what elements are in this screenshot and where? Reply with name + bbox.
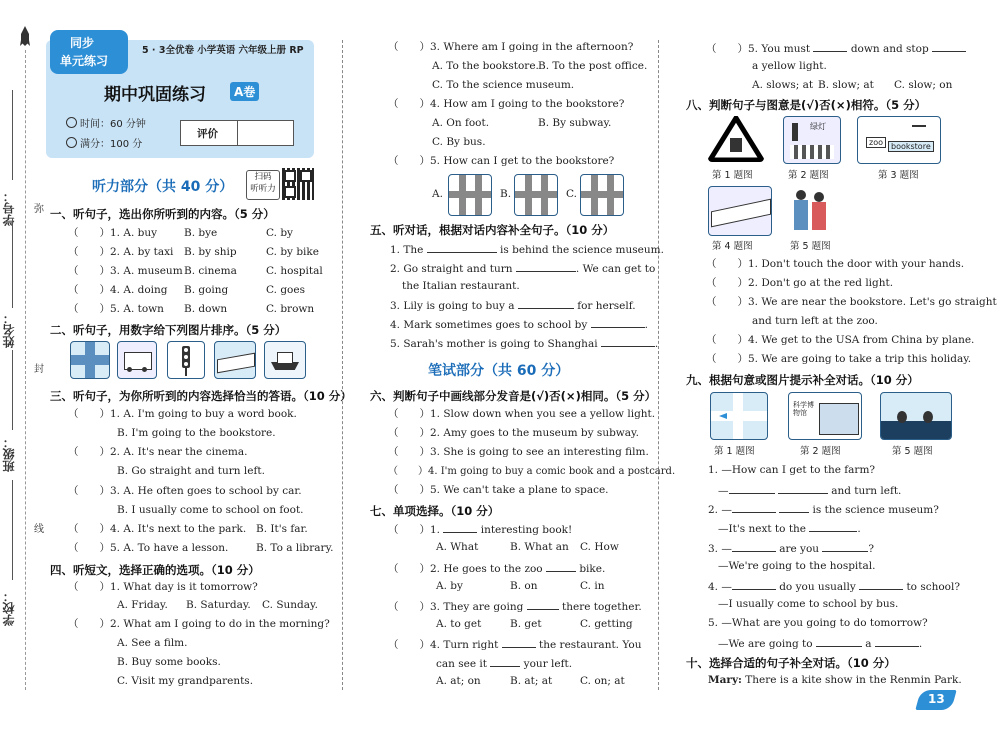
s6-q1: （ ）1. Slow down when you see a yellow light. <box>388 408 656 420</box>
s5-l4-b: . <box>644 319 649 331</box>
s6-q4: （ ）4. I'm going to buy a comic book and a postcard. <box>388 466 676 477</box>
s5-l2-b: . We can get to <box>575 263 656 275</box>
s4-q5-a: A. <box>432 188 443 200</box>
s4-q5-b: B. <box>500 188 512 200</box>
s8-q4: （ ）4. We get to the USA from China by plane. <box>706 334 975 346</box>
s9-blank-1a[interactable] <box>729 483 775 494</box>
s7-q2-a: （ ）2. He goes to the zoo <box>388 563 543 575</box>
train-picture <box>214 341 256 379</box>
s6-q2: （ ）2. Amy goes to the museum by subway. <box>388 427 639 439</box>
time-label: 时间：60 分钟 <box>80 119 146 130</box>
s9-l3-c: ? <box>868 543 875 555</box>
route-map-a <box>448 174 492 216</box>
s9-blank-3b[interactable] <box>822 541 868 552</box>
s4-q4: （ ）4. How am I going to the bookstore? <box>388 98 625 110</box>
s8-picture-1 <box>708 116 764 162</box>
eval-box[interactable] <box>180 120 294 146</box>
s7-q5-c: a yellow light. <box>752 60 827 72</box>
s9-picture-1 <box>710 392 768 440</box>
s4-q3-c: C. To the science museum. <box>432 79 575 91</box>
s7-q5-a: （ ）5. You must <box>706 43 811 55</box>
s9-l2-a: 2. — <box>708 504 732 516</box>
s9-l4-a: 4. — <box>708 581 732 593</box>
s5-l1 <box>390 242 664 257</box>
s5-l5-b: . <box>654 338 659 350</box>
s7-q3-o1: A. to get <box>436 618 482 630</box>
s9-blank-4a[interactable] <box>732 579 776 590</box>
s9-blank-5a[interactable] <box>816 636 862 647</box>
s7-q3-a: （ ）3. They are going <box>388 601 524 613</box>
title-text: 期中巩固练习 <box>104 85 206 105</box>
s4-title: 四、听短文，选择正确的选项。（10 分） <box>50 563 260 577</box>
s9-l3-a: 3. — <box>708 543 732 555</box>
s5-l5-a: 5. Sarah's mother is going to Shanghai <box>390 338 598 350</box>
s7-q4-o3: C. on; at <box>580 675 625 687</box>
s10-speaker: Mary: <box>708 674 742 686</box>
s9-blank-3a[interactable] <box>732 541 776 552</box>
s1-q5-b: B. down <box>184 303 228 315</box>
s8-caption-1: 第 1 题图 <box>712 170 753 181</box>
s9-l5-answer <box>718 636 922 651</box>
s9-picture-5 <box>880 392 952 440</box>
s5-blank-5[interactable] <box>601 336 655 347</box>
s1-q1: （ ）1. A. buy <box>68 227 158 239</box>
s4-q1-b: B. Saturday. <box>186 599 251 611</box>
ship-picture <box>264 341 306 379</box>
s3-q5-b: B. To a library. <box>256 542 334 554</box>
s9-blank-4b[interactable] <box>859 579 903 590</box>
xian-label: 线 <box>34 524 44 535</box>
school-label: 学校： <box>2 590 16 626</box>
s9-blank-5b[interactable] <box>875 636 919 647</box>
s4-q4-a: A. On foot. <box>432 117 490 129</box>
s8-title: 八、判断句子与图意是(√)否(×)相符。（5 分） <box>686 98 927 112</box>
s5-l1-a: 1. The <box>390 244 424 256</box>
s3-q2-b: B. Go straight and turn left. <box>117 465 265 477</box>
s9-l2 <box>708 502 939 517</box>
s1-q3: （ ）3. A. museum <box>68 265 183 277</box>
name-label: 姓名： <box>2 312 16 348</box>
s1-q4: （ ）4. A. doing <box>68 284 168 296</box>
s6-title: 六、判断句子中画线部分发音是(√)否(×)相同。（5 分） <box>370 389 657 403</box>
s7-q1-o2: B. What an <box>510 541 569 553</box>
s8-caption-5: 第 5 题图 <box>790 241 831 252</box>
s7-q4-o2: B. at; at <box>510 675 553 687</box>
badge-line1: 同步 <box>70 36 95 50</box>
s7-q2 <box>388 561 605 576</box>
s6-q3: （ ）3. She is going to see an interesting film. <box>388 446 649 458</box>
s9-caption-2: 第 2 题图 <box>800 446 841 457</box>
s5-blank-2[interactable] <box>516 261 576 272</box>
s1-q5-c: C. brown <box>266 303 315 315</box>
s9-l5-d: . <box>918 638 923 650</box>
s5-blank-4[interactable] <box>591 317 645 328</box>
s4-q2-a: A. See a film. <box>117 637 188 649</box>
s1-q1-b: B. bye <box>184 227 218 239</box>
s9-blank-2a[interactable] <box>732 502 776 513</box>
s7-q4-cont <box>436 656 572 671</box>
s4-q1-a: A. Friday. <box>117 599 168 611</box>
writing-title: 笔试部分（共 60 分） <box>428 363 570 379</box>
s8-q3: （ ）3. We are near the bookstore. Let's go straight <box>706 296 997 308</box>
s3-q3-b: B. I usually come to school on foot. <box>117 504 304 516</box>
s9-title: 九、根据句意或图片提示补全对话。（10 分） <box>686 373 919 387</box>
s9-l1-answer <box>718 483 901 498</box>
s1-q2: （ ）2. A. by taxi <box>68 246 174 258</box>
s4-q3-b: B. To the post office. <box>538 60 648 72</box>
qr-hint-line1: 扫码 <box>254 172 272 182</box>
s9-l4-answer: —I usually come to school by bus. <box>718 598 899 610</box>
s3-q1: （ ）1. A. I'm going to buy a word book. <box>68 408 297 420</box>
listening-title: 听力部分（共 40 分） <box>92 179 234 195</box>
s9-l1-b: and turn left. <box>831 485 902 497</box>
s7-blank-1[interactable] <box>443 522 477 533</box>
s5-l3 <box>390 298 636 313</box>
s1-q3-b: B. cinema <box>184 265 237 277</box>
qr-hint-line2: 听听力 <box>250 184 276 194</box>
s9-l4-b: do you usually <box>779 581 856 593</box>
s5-l4-a: 4. Mark sometimes goes to school by <box>390 319 588 331</box>
zoo-sign: zoo <box>866 137 886 148</box>
s5-l3-b: for herself. <box>577 300 636 312</box>
mi-label: 弥 <box>34 204 44 215</box>
s3-q4-b: B. It's far. <box>256 523 308 535</box>
s9-l1-dash: — <box>718 485 729 497</box>
s7-q5-o3: C. slow; on <box>894 79 953 91</box>
s5-l2-a: 2. Go straight and turn <box>390 263 513 275</box>
s7-blank-3[interactable] <box>527 599 559 610</box>
s10-title: 十、选择合适的句子补全对话。（10 分） <box>686 656 896 670</box>
s3-q3: （ ）3. A. He often goes to school by car. <box>68 485 302 497</box>
s1-q2-b: B. by ship <box>184 246 237 258</box>
s8-caption-2: 第 2 题图 <box>788 170 829 181</box>
rocket-icon <box>20 26 30 48</box>
s8-caption-3: 第 3 题图 <box>878 170 919 181</box>
page-title <box>104 80 206 105</box>
s9-l3-b: are you <box>779 543 820 555</box>
qr-hint <box>246 170 280 200</box>
s9-l2-b: is the science museum? <box>812 504 939 516</box>
page-number: 13 <box>928 692 945 706</box>
s4-q2: （ ）2. What am I going to do in the morning? <box>68 618 330 630</box>
s7-title: 七、单项选择。（10 分） <box>370 504 500 518</box>
s3-q1-b: B. I'm going to the bookstore. <box>117 427 276 439</box>
bus-picture <box>117 341 157 379</box>
s8-caption-4: 第 4 题图 <box>712 241 753 252</box>
s9-caption-1: 第 1 题图 <box>714 446 755 457</box>
s1-q3-c: C. hospital <box>266 265 323 277</box>
s8-q1: （ ）1. Don't touch the door with your hands. <box>706 258 965 270</box>
s8-picture-3 <box>857 116 941 164</box>
s8-sign-text: 绿灯 <box>810 122 826 131</box>
s9-l3 <box>708 541 874 556</box>
s1-q5: （ ）5. A. town <box>68 303 164 315</box>
s7-q3-b: there together. <box>562 601 642 613</box>
s9-l5: 5. —What are you going to do tomorrow? <box>708 617 928 629</box>
s10-mary-line <box>708 674 962 687</box>
s8-picture-4 <box>708 186 772 236</box>
s5-blank-1[interactable] <box>427 242 497 253</box>
s7-q4-o1: A. at; on <box>436 675 481 687</box>
s8-q5: （ ）5. We are going to take a trip this holiday. <box>706 353 972 365</box>
s7-q1-b: interesting book! <box>480 524 573 536</box>
s9-l4 <box>708 579 960 594</box>
s9-l2-c: —It's next to the <box>718 523 807 535</box>
s7-q4-b: the restaurant. You <box>539 639 642 651</box>
s7-q5-o2: B. slow; at <box>818 79 874 91</box>
museum-sign: 科学博物馆 <box>793 401 814 417</box>
s9-blank-2c[interactable] <box>809 521 857 532</box>
s1-q4-b: B. going <box>184 284 229 296</box>
s7-q2-o3: C. in <box>580 580 605 592</box>
score-label: 满分：100 分 <box>80 139 143 150</box>
s7-q4-c: can see it <box>436 658 487 670</box>
s8-q2: （ ）2. Don't go at the red light. <box>706 277 894 289</box>
s5-title: 五、听对话，根据对话内容补全句子。（10 分） <box>370 223 615 237</box>
column-divider-1 <box>342 40 343 690</box>
s7-q4-a: （ ）4. Turn right <box>388 639 499 651</box>
title-suffix-badge: A卷 <box>230 82 259 101</box>
s9-l5-b: —We are going to <box>718 638 813 650</box>
s4-q3: （ ）3. Where am I going in the afternoon? <box>388 41 634 53</box>
s4-q3-a: A. To the bookstore. <box>432 60 539 72</box>
class-label: 班级： <box>2 436 16 472</box>
s8-picture-5 <box>786 186 836 234</box>
s7-blank-2[interactable] <box>546 561 576 572</box>
crossroad-picture <box>70 341 110 379</box>
s3-q4: （ ）4. A. It's next to the park. <box>68 523 247 535</box>
s9-l1: 1. —How can I get to the farm? <box>708 464 876 476</box>
s9-l2-d: . <box>857 523 861 535</box>
s5-l2 <box>390 261 655 276</box>
s7-q2-b: bike. <box>579 563 606 575</box>
eval-label: 评价 <box>197 128 218 140</box>
clock-icon <box>66 117 77 128</box>
s8-q3-cont: and turn left at the zoo. <box>752 315 878 327</box>
s7-q2-o2: B. on <box>510 580 538 592</box>
s10-mary-text: There is a kite show in the Renmin Park. <box>745 674 962 686</box>
s7-q3-o3: C. getting <box>580 618 633 630</box>
s7-q3 <box>388 599 642 614</box>
s9-blank-2b[interactable] <box>779 502 809 513</box>
s9-caption-5: 第 5 题图 <box>892 446 933 457</box>
bookstore-sign: bookstore <box>888 141 934 152</box>
s5-l1-b: is behind the science museum. <box>500 244 664 256</box>
s1-q2-c: C. by bike <box>266 246 319 258</box>
qr-code[interactable] <box>282 168 314 200</box>
s4-q5: （ ）5. How can I get to the bookstore? <box>388 155 615 167</box>
s5-blank-3[interactable] <box>518 298 574 309</box>
s7-q1-o1: A. What <box>436 541 479 553</box>
s6-q5: （ ）5. We can't take a plane to space. <box>388 484 609 496</box>
s4-q2-c: C. Visit my grandparents. <box>117 675 254 687</box>
s7-q4 <box>388 637 641 652</box>
s7-blank-6[interactable] <box>813 41 847 52</box>
s9-blank-1b[interactable] <box>778 483 828 494</box>
s1-q1-c: C. by <box>266 227 293 239</box>
route-map-b <box>514 174 558 216</box>
s7-q5-o1: A. slows; at <box>752 79 814 91</box>
s3-q5: （ ）5. A. To have a lesson. <box>68 542 229 554</box>
s7-q2-o1: A. by <box>436 580 463 592</box>
feng-label: 封 <box>34 364 44 375</box>
s4-q2-b: B. Buy some books. <box>117 656 221 668</box>
s7-blank-7[interactable] <box>932 41 966 52</box>
s2-title: 二、听句子，用数字给下列图片排序。（5 分） <box>50 323 287 337</box>
traffic-light-picture <box>167 341 205 379</box>
s9-l4-c: to school? <box>906 581 960 593</box>
s9-picture-2 <box>788 392 862 440</box>
s4-q4-b: B. By subway. <box>538 117 612 129</box>
s9-l2-answer <box>718 521 861 536</box>
badge-line2: 单元练习 <box>60 54 109 68</box>
s7-q1-o3: C. How <box>580 541 619 553</box>
route-map-c <box>580 174 624 216</box>
s5-l2-c: the Italian restaurant. <box>402 280 520 292</box>
s4-q4-c: C. By bus. <box>432 136 486 148</box>
s4-q1: （ ）1. What day is it tomorrow? <box>68 581 258 593</box>
s7-q5 <box>706 41 966 56</box>
s4-q5-c: C. <box>566 188 577 200</box>
s9-l5-c: a <box>865 638 872 650</box>
study-no-label: 学号： <box>2 190 16 226</box>
s8-picture-2 <box>783 116 841 164</box>
column-divider-2 <box>658 40 659 690</box>
s3-title: 三、听句子，为你所听到的内容选择恰当的答语。（10 分） <box>50 389 352 403</box>
check-icon <box>66 137 77 148</box>
series-label: 5 · 3全优卷 小学英语 六年级上册 RP <box>142 45 304 56</box>
s5-l3-a: 3. Lily is going to buy a <box>390 300 515 312</box>
s7-blank-4[interactable] <box>502 637 536 648</box>
s7-q1 <box>388 522 572 537</box>
s5-l4 <box>390 317 648 332</box>
s7-q4-d: your left. <box>523 658 573 670</box>
s4-q1-c: C. Sunday. <box>262 599 318 611</box>
s7-q1-a: （ ）1. <box>388 524 441 536</box>
s3-q2: （ ）2. A. It's near the cinema. <box>68 446 248 458</box>
s1-title: 一、听句子，选出你所听到的内容。（5 分） <box>50 207 275 221</box>
s7-blank-5[interactable] <box>490 656 520 667</box>
s9-l3-answer: —We're going to the hospital. <box>718 560 876 572</box>
s5-l5 <box>390 336 658 351</box>
s7-q3-o2: B. get <box>510 618 542 630</box>
s1-q4-c: C. goes <box>266 284 305 296</box>
s7-q5-b: down and stop <box>850 43 929 55</box>
